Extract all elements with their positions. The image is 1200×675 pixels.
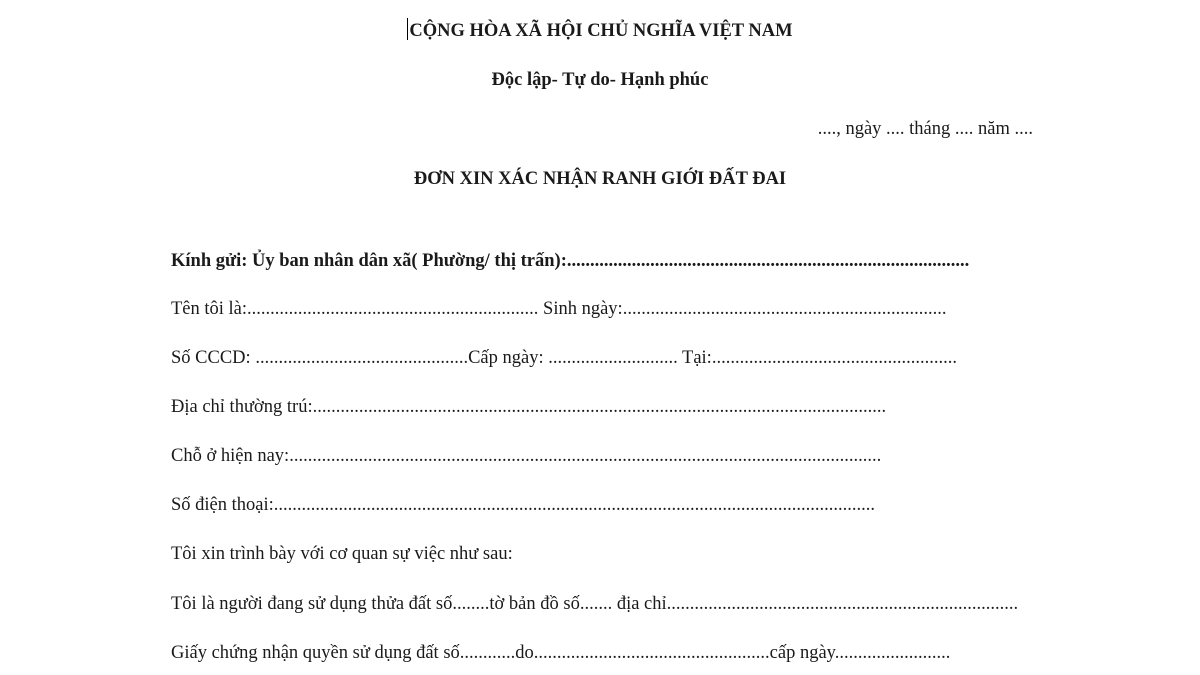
parcel-label: Tôi là người đang sử dụng thửa đất số [171,594,453,614]
current-residence-row [171,444,1033,468]
form-title: ĐƠN XIN XÁC NHẬN RANH GIỚI ĐẤT ĐAI [413,169,787,189]
certificate-label: Giấy chứng nhận quyền sử dụng đất số [171,643,460,663]
id-row [171,346,1033,370]
recipient-line [171,249,1033,273]
parcel-number-field[interactable]: ........ [452,594,490,614]
map-sheet-label: tờ bản đồ số [489,594,580,614]
statement-intro: Tôi xin trình bày với cơ quan sự việc như sau: [171,544,513,564]
certificate-issue-date-label: cấp ngày [769,643,835,663]
dob-label: Sinh ngày: [543,299,623,319]
permanent-address-field[interactable]: ............................................................................................................................ [312,397,887,417]
current-residence-field[interactable]: ................................................................................................................................ [289,446,882,466]
parcel-address-field[interactable]: ............................................................................ [666,594,1019,614]
phone-label: Số điện thoại: [171,495,274,515]
id-issue-date-label: Cấp ngày: [468,348,549,368]
id-issue-place-field[interactable]: ..................................................... [711,348,957,368]
map-sheet-field[interactable]: ....... [579,594,617,614]
national-title: CỘNG HÒA XÃ HỘI CHỦ NGHĨA VIỆT NAM [409,21,793,41]
id-field[interactable]: .............................................. [255,348,469,368]
certificate-row [171,641,1033,665]
issuer-field[interactable]: ................................................... [533,643,770,663]
phone-field[interactable]: .................................................................................................................................. [273,495,876,515]
certificate-issue-date-field[interactable]: ......................... [834,643,951,663]
phone-row [171,493,1029,517]
permanent-address-label: Địa chỉ thường trú: [171,397,313,417]
id-label: Số CCCD: [171,348,256,368]
date-line: ...., ngày .... tháng .... năm .... [817,119,1033,139]
current-residence-label: Chỗ ở hiện nay: [171,446,290,466]
name-row [171,297,1033,321]
id-issue-place-label: Tại: [682,348,712,368]
parcel-address-label: địa chỉ [616,594,667,614]
issuer-label: do [515,643,534,663]
name-label: Tên tôi là: [171,299,248,319]
dob-field[interactable]: ...................................................................... [622,299,947,319]
permanent-address-row [171,395,1033,419]
recipient-field[interactable]: ....................................................................................... [566,251,970,271]
id-issue-date-field[interactable]: ............................ [548,348,683,368]
land-parcel-row [171,592,1033,616]
national-title-line [0,18,1200,43]
recipient-label: Kính gửi: Ủy ban nhân dân xã( Phường/ thị trấn): [171,251,567,271]
motto: Độc lập- Tự do- Hạnh phúc [491,70,709,90]
certificate-number-field[interactable]: ............ [459,643,516,663]
name-field[interactable]: ............................................................... [247,299,544,319]
